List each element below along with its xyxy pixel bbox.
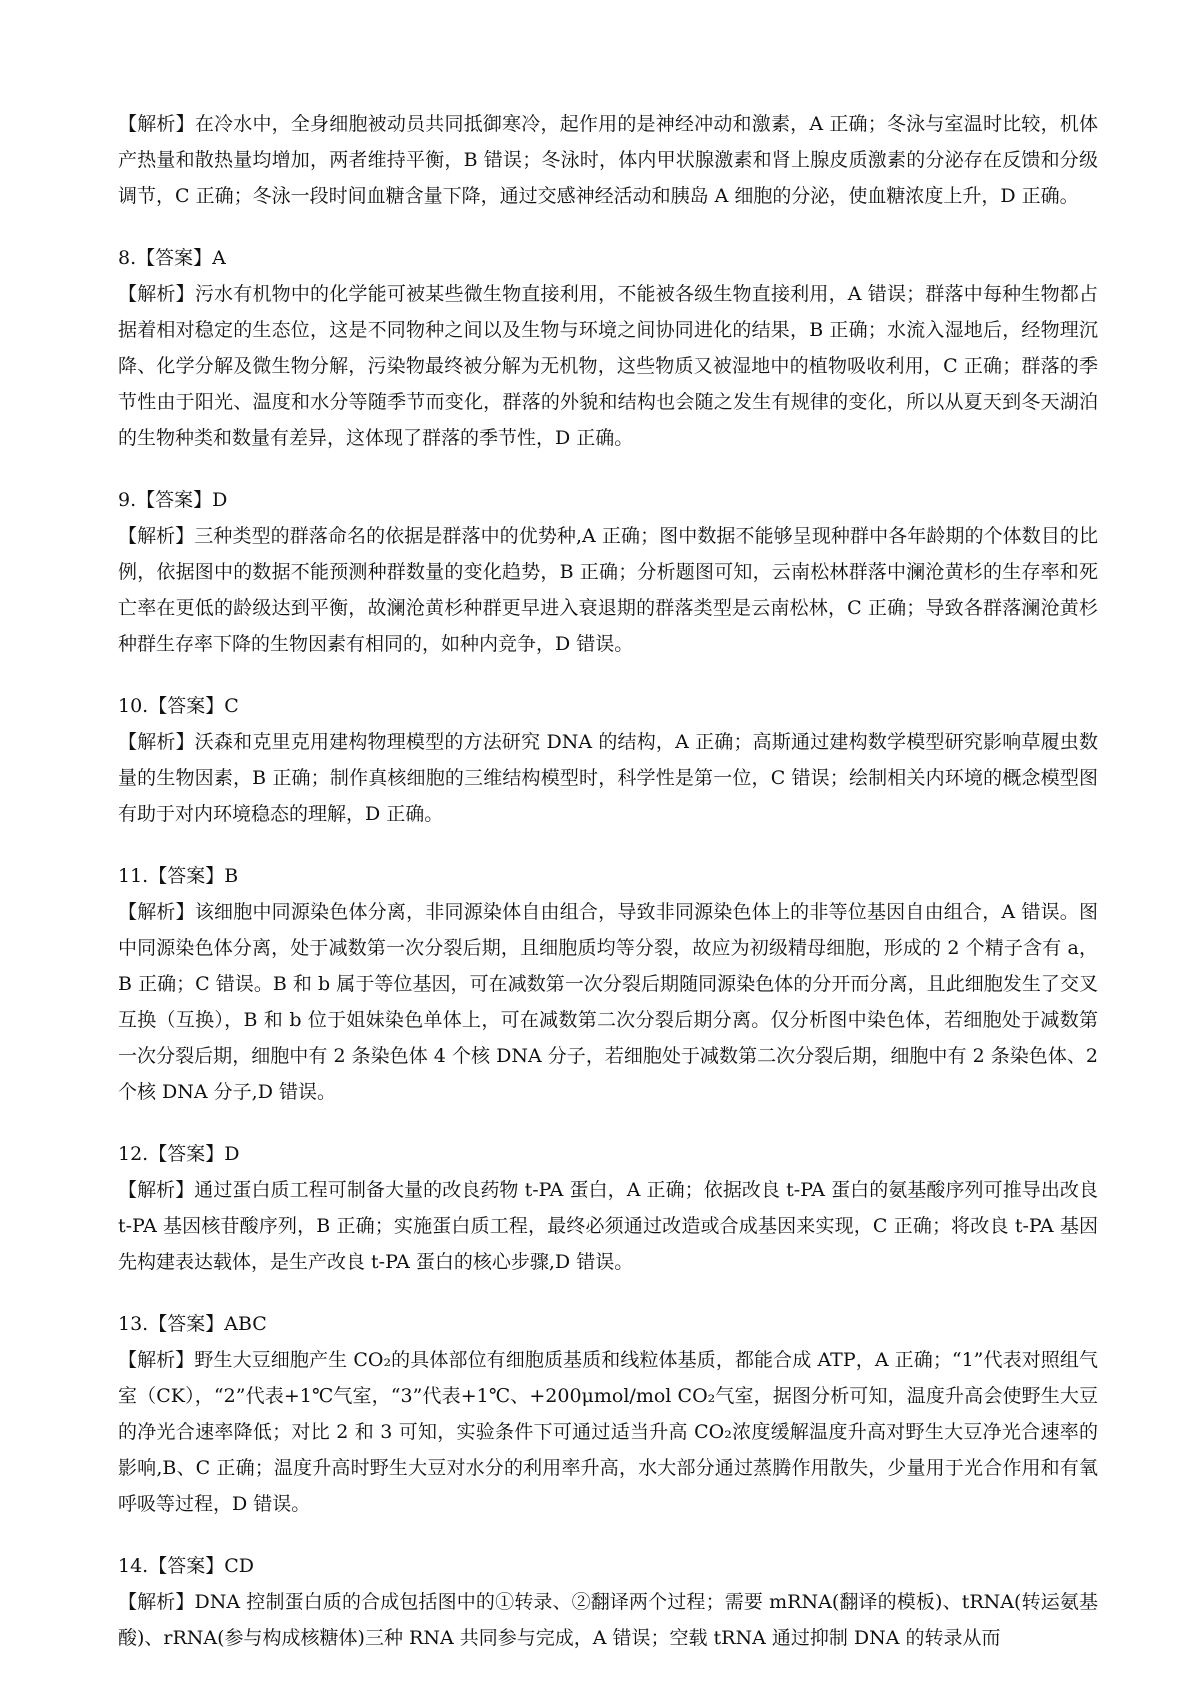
answer-line [118, 482, 1098, 518]
analysis-tag: 【解析】 [118, 901, 195, 923]
analysis-text: 沃森和克里克用建构物理模型的方法研究 DNA 的结构，A 正确；高斯通过建构数学模型研究影响草履虫数量的生物因素，B 正确；制作真核细胞的三维结构模型时，科学性是第一位，C 错误；绘制相关内环境的概念模型图有助于对内环境稳态的理解，D 正确。 [118, 731, 1098, 825]
question-number: 13. [118, 1313, 149, 1335]
answer-value: D [212, 489, 228, 511]
analysis-text: 三种类型的群落命名的依据是群落中的优势种,A 正确；图中数据不能够呈现种群中各年龄期的个体数目的比例，依据图中的数据不能预测种群数量的变化趋势，B 正确；分析题图可知，云南松林群落中澜沧黄杉的生存率和死亡率在更低的龄级达到平衡，故澜沧黄杉种群更早进入衰退期的群落类型是云南松林，C 正确；导致各群落澜沧黄杉种群生存率下降的生物因素有相同的，如种内竞争，D 错误。 [118, 525, 1098, 655]
answer-value: C [224, 695, 239, 717]
answer-value: D [224, 1143, 240, 1165]
question-block-8 [118, 240, 1098, 456]
answer-value: B [224, 865, 239, 887]
intro-analysis-block [118, 106, 1098, 214]
answer-line [118, 240, 1098, 276]
question-block-14 [118, 1548, 1098, 1656]
answer-value: ABC [224, 1313, 267, 1335]
answer-tag: 【答案】 [148, 1555, 225, 1577]
answer-value: CD [224, 1555, 255, 1577]
analysis-paragraph [118, 1342, 1098, 1522]
answer-tag: 【答案】 [148, 1143, 225, 1165]
analysis-text: 污水有机物中的化学能可被某些微生物直接利用，不能被各级生物直接利用，A 错误；群落中每种生物都占据着相对稳定的生态位，这是不同物种之间以及生物与环境之间协同进化的结果，B 正确；水流入湿地后，经物理沉降、化学分解及微生物分解，污染物最终被分解为无机物，这些物质又被湿地中的植物吸收利用，C 正确；群落的季节性由于阳光、温度和水分等随季节而变化，群落的外貌和结构也会随之发生有规律的变化，所以从夏天到冬天湖泊的生物种类和数量有差异，这体现了群落的季节性，D 正确。 [118, 283, 1098, 449]
document-page [118, 106, 1098, 1682]
answer-tag: 【答案】 [136, 247, 213, 269]
analysis-text: 野生大豆细胞产生 CO₂的具体部位有细胞质基质和线粒体基质，都能合成 ATP，A 正确；“1”代表对照组气室（CK），“2”代表+1℃气室，“3”代表+1℃、+200μmol/mol CO₂气室，据图分析可知，温度升高会使野生大豆的净光合速率降低；对比 2 和 3 可知，实验条件下可通过适当升高 CO₂浓度缓解温度升高对野生大豆净光合速率的影响,B、C 正确；温度升高时野生大豆对水分的利用率升高，水大部分通过蒸腾作用散失，少量用于光合作用和有氧呼吸等过程，D 错误。 [118, 1349, 1098, 1515]
analysis-text: 通过蛋白质工程可制备大量的改良药物 t-PA 蛋白，A 正确；依据改良 t-PA 蛋白的氨基酸序列可推导出改良 t-PA 基因核苷酸序列，B 正确；实施蛋白质工程，最终必须通过改造或合成基因来实现，C 正确；将改良 t-PA 基因先构建表达载体，是生产改良 t-PA 蛋白的核心步骤,D 错误。 [118, 1179, 1098, 1273]
analysis-paragraph [118, 1584, 1098, 1656]
answer-value: A [212, 247, 226, 269]
analysis-tag: 【解析】 [118, 1349, 195, 1371]
answer-line [118, 858, 1098, 894]
question-block-12 [118, 1136, 1098, 1280]
analysis-tag: 【解析】 [118, 731, 195, 753]
answer-line [118, 1548, 1098, 1584]
question-block-11 [118, 858, 1098, 1110]
question-number: 12. [118, 1143, 149, 1165]
analysis-paragraph [118, 1172, 1098, 1280]
answer-tag: 【答案】 [148, 1313, 225, 1335]
analysis-tag: 【解析】 [118, 1179, 195, 1201]
analysis-text: DNA 控制蛋白质的合成包括图中的①转录、②翻译两个过程；需要 mRNA(翻译的模板)、tRNA(转运氨基酸)、rRNA(参与构成核糖体)三种 RNA 共同参与完成，A 错误；空载 tRNA 通过抑制 DNA 的转录从而 [118, 1591, 1098, 1649]
answer-tag: 【答案】 [136, 489, 213, 511]
answer-line [118, 1306, 1098, 1342]
question-block-10 [118, 688, 1098, 832]
analysis-paragraph [118, 518, 1098, 662]
analysis-text: 在冷水中，全身细胞被动员共同抵御寒冷，起作用的是神经冲动和激素，A 正确；冬泳与室温时比较，机体产热量和散热量均增加，两者维持平衡，B 错误；冬泳时，体内甲状腺激素和肾上腺皮质激素的分泌存在反馈和分级调节，C 正确；冬泳一段时间血糖含量下降，通过交感神经活动和胰岛 A 细胞的分泌，使血糖浓度上升，D 正确。 [118, 113, 1098, 207]
question-number: 9. [118, 489, 137, 511]
answer-line [118, 688, 1098, 724]
analysis-text: 该细胞中同源染色体分离，非同源染体自由组合，导致非同源染色体上的非等位基因自由组合，A 错误。图中同源染色体分离，处于减数第一次分裂后期，且细胞质均等分裂，故应为初级精母细胞，形成的 2 个精子含有 a，B 正确；C 错误。B 和 b 属于等位基因，可在减数第一次分裂后期随同源染色体的分开而分离，且此细胞发生了交叉互换（互换），B 和 b 位于姐妹染色单体上，可在减数第二次分裂后期分离。仅分析图中染色体，若细胞处于减数第一次分裂后期，细胞中有 2 条染色体 4 个核 DNA 分子，若细胞处于减数第二次分裂后期，细胞中有 2 条染色体、2 个核 DNA 分子,D 错误。 [118, 901, 1098, 1103]
answer-line [118, 1136, 1098, 1172]
question-block-9 [118, 482, 1098, 662]
question-number: 11. [118, 865, 149, 887]
question-number: 14. [118, 1555, 149, 1577]
analysis-paragraph [118, 724, 1098, 832]
analysis-paragraph [118, 894, 1098, 1110]
question-block-13 [118, 1306, 1098, 1522]
answer-tag: 【答案】 [148, 865, 225, 887]
analysis-tag: 【解析】 [118, 283, 195, 305]
question-number: 10. [118, 695, 149, 717]
analysis-tag: 【解析】 [118, 113, 195, 135]
analysis-tag: 【解析】 [118, 525, 195, 547]
answer-tag: 【答案】 [148, 695, 225, 717]
analysis-tag: 【解析】 [118, 1591, 195, 1613]
analysis-paragraph [118, 276, 1098, 456]
question-number: 8. [118, 247, 137, 269]
intro-analysis [118, 106, 1098, 214]
